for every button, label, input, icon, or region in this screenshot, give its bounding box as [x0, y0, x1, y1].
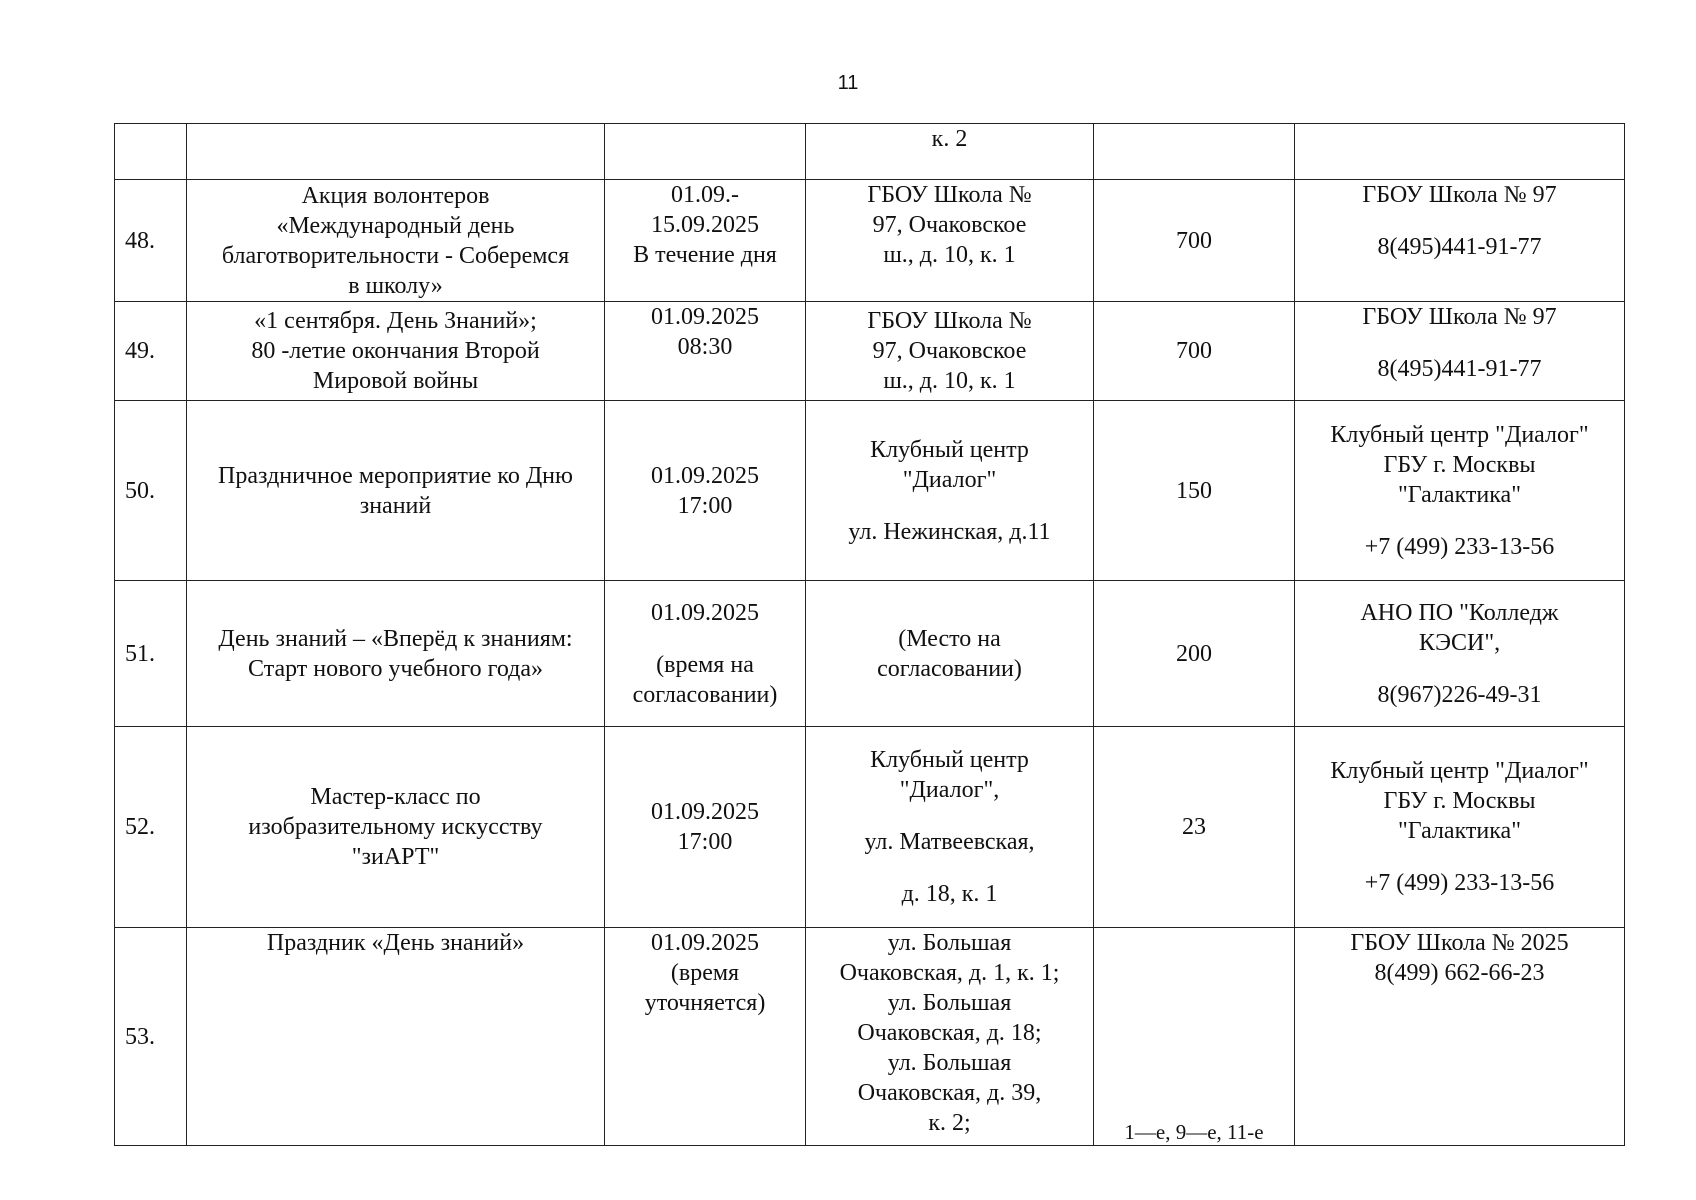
organizer-cell	[1295, 727, 1625, 928]
organizer-phone: 8(499) 662-66-23	[1374, 960, 1545, 986]
page-number: 11	[837, 72, 859, 94]
organizer-line: ГБУ г. Москвы	[1383, 788, 1536, 814]
organizer-line: ГБОУ Школа № 97	[1362, 182, 1557, 208]
date-line: (время	[670, 960, 740, 986]
date-line: 01.09.-	[671, 182, 739, 208]
organizer-line: КЭСИ",	[1418, 629, 1501, 656]
organizer-phone: +7 (499) 233-13-56	[1364, 533, 1555, 560]
event-line: Мастер-класс по	[310, 784, 481, 810]
organizer-cell	[1295, 124, 1625, 180]
organizer-gap	[1303, 210, 1616, 232]
organizer-line: ГБУ г. Москвы	[1383, 451, 1536, 478]
event-line: в школу»	[348, 272, 443, 299]
place-line: ГБОУ Школа №	[867, 308, 1032, 334]
date-cell	[605, 928, 806, 1146]
organizer-gap	[1303, 846, 1616, 868]
organizer-gap	[1303, 658, 1616, 680]
place-cell	[806, 727, 1094, 928]
event-line: «Международный день	[276, 212, 515, 239]
place-line: д. 18, к. 1	[901, 881, 998, 907]
event-line: 80 -летие окончания Второй	[251, 338, 540, 364]
place-cell	[806, 401, 1094, 581]
place-line: ул. Большая	[887, 930, 1012, 956]
place-cell	[806, 180, 1094, 302]
place-line: ГБОУ Школа №	[867, 182, 1032, 208]
place-line: ш., д. 10, к. 1	[883, 368, 1016, 394]
date-line: 08:30	[677, 334, 733, 360]
place-line: Очаковская, д. 1, к. 1;	[839, 960, 1060, 986]
date-line: согласовании)	[632, 681, 778, 708]
organizer-cell	[1295, 928, 1625, 1146]
place-cell	[806, 124, 1094, 180]
place-line: "Диалог",	[899, 777, 1000, 803]
date-line: 01.09.2025	[651, 799, 759, 825]
place-line: ул. Матвеевская,	[864, 829, 1035, 855]
place-gap	[814, 857, 1085, 879]
event-line: изобразительному искусству	[248, 814, 543, 840]
event-line: "зиАРТ"	[351, 844, 440, 870]
table-row	[115, 581, 1625, 727]
place-line: Очаковская, д. 18;	[857, 1020, 1042, 1046]
count-cell	[1094, 124, 1295, 180]
place-line: к. 2	[931, 126, 968, 152]
event-cell	[187, 124, 605, 180]
event-line: «1 сентября. День Знаний»;	[254, 308, 537, 334]
row-number-cell	[115, 124, 187, 180]
row-number-cell: 53.	[115, 928, 187, 1146]
organizer-phone: +7 (499) 233-13-56	[1364, 870, 1555, 896]
organizer-line: "Галактика"	[1398, 481, 1521, 508]
organizer-line: ГБОУ Школа № 97	[1362, 304, 1557, 330]
organizer-cell	[1295, 180, 1625, 302]
date-line: 17:00	[677, 492, 733, 519]
row-number-cell: 48.	[115, 180, 187, 302]
event-line: День знаний – «Вперёд к знаниям:	[218, 625, 573, 652]
place-line: ш., д. 10, к. 1	[883, 242, 1016, 268]
event-cell	[187, 401, 605, 581]
place-gap	[814, 805, 1085, 827]
place-cell	[806, 302, 1094, 401]
organizer-line: ГБОУ Школа № 2025	[1350, 930, 1569, 956]
date-line: 01.09.2025	[651, 462, 759, 489]
events-table	[114, 123, 1625, 1146]
place-line: 97, Очаковское	[872, 338, 1027, 364]
event-line: Мировой войны	[312, 368, 479, 394]
date-cell	[605, 302, 806, 401]
event-line: знаний	[359, 492, 432, 519]
organizer-line: Клубный центр "Диалог"	[1330, 421, 1589, 448]
event-cell	[187, 928, 605, 1146]
place-cell	[806, 581, 1094, 727]
event-line: Праздник «День знаний»	[266, 930, 525, 956]
table-row	[115, 302, 1625, 401]
place-line: "Диалог"	[902, 466, 997, 493]
date-line: 15.09.2025	[651, 212, 759, 238]
date-gap	[613, 628, 797, 650]
event-line: Старт нового учебного года»	[248, 655, 543, 682]
place-line: ул. Большая	[887, 1050, 1012, 1076]
date-cell	[605, 401, 806, 581]
date-line: 01.09.2025	[651, 599, 759, 626]
place-line: к. 2;	[928, 1110, 971, 1136]
date-cell	[605, 124, 806, 180]
organizer-gap	[1303, 510, 1616, 532]
event-cell	[187, 302, 605, 401]
table-row	[115, 928, 1625, 1146]
count-cell: 700	[1094, 302, 1295, 401]
count-cell: 23	[1094, 727, 1295, 928]
table-row	[115, 401, 1625, 581]
table-row	[115, 727, 1625, 928]
event-cell	[187, 581, 605, 727]
organizer-cell	[1295, 302, 1625, 401]
date-line: 01.09.2025	[651, 930, 759, 956]
row-number-cell: 50.	[115, 401, 187, 581]
date-cell	[605, 727, 806, 928]
row-number-cell: 49.	[115, 302, 187, 401]
organizer-line: "Галактика"	[1398, 818, 1521, 844]
count-cell: 200	[1094, 581, 1295, 727]
event-line: Акция волонтеров	[301, 182, 490, 209]
count-cell: 150	[1094, 401, 1295, 581]
organizer-phone: 8(967)226-49-31	[1377, 681, 1542, 708]
table-row	[115, 180, 1625, 302]
date-line: В течение дня	[633, 242, 777, 268]
row-number-cell: 51.	[115, 581, 187, 727]
place-line: согласовании)	[877, 655, 1022, 682]
place-line: Очаковская, д. 39,	[857, 1080, 1042, 1106]
place-cell	[806, 928, 1094, 1146]
organizer-line: АНО ПО "Колледж	[1360, 599, 1559, 626]
place-line: (Место на	[898, 625, 1001, 652]
table-row	[115, 124, 1625, 180]
event-line: Праздничное мероприятие ко Дню	[218, 462, 573, 489]
date-line: 01.09.2025	[651, 304, 759, 330]
event-cell	[187, 180, 605, 302]
count-cell: 1—е, 9—е, 11-е	[1094, 928, 1295, 1146]
organizer-phone: 8(495)441-91-77	[1377, 234, 1542, 260]
date-line: 17:00	[677, 829, 733, 855]
date-line: уточняется)	[644, 990, 766, 1016]
date-cell	[605, 180, 806, 302]
place-gap	[814, 495, 1085, 517]
organizer-gap	[1303, 332, 1616, 354]
place-line: Клубный центр	[870, 436, 1029, 463]
organizer-cell	[1295, 581, 1625, 727]
place-line: 97, Очаковское	[872, 212, 1027, 238]
date-cell	[605, 581, 806, 727]
row-number-cell: 52.	[115, 727, 187, 928]
place-line: Клубный центр	[870, 747, 1029, 773]
event-cell	[187, 727, 605, 928]
organizer-phone: 8(495)441-91-77	[1377, 356, 1542, 382]
place-line: ул. Большая	[887, 990, 1012, 1016]
organizer-cell	[1295, 401, 1625, 581]
date-line: (время на	[656, 651, 754, 678]
count-cell: 700	[1094, 180, 1295, 302]
place-line: ул. Нежинская, д.11	[848, 518, 1051, 545]
event-line: благотворительности - Соберемся	[221, 242, 570, 269]
organizer-line: Клубный центр "Диалог"	[1330, 758, 1589, 784]
